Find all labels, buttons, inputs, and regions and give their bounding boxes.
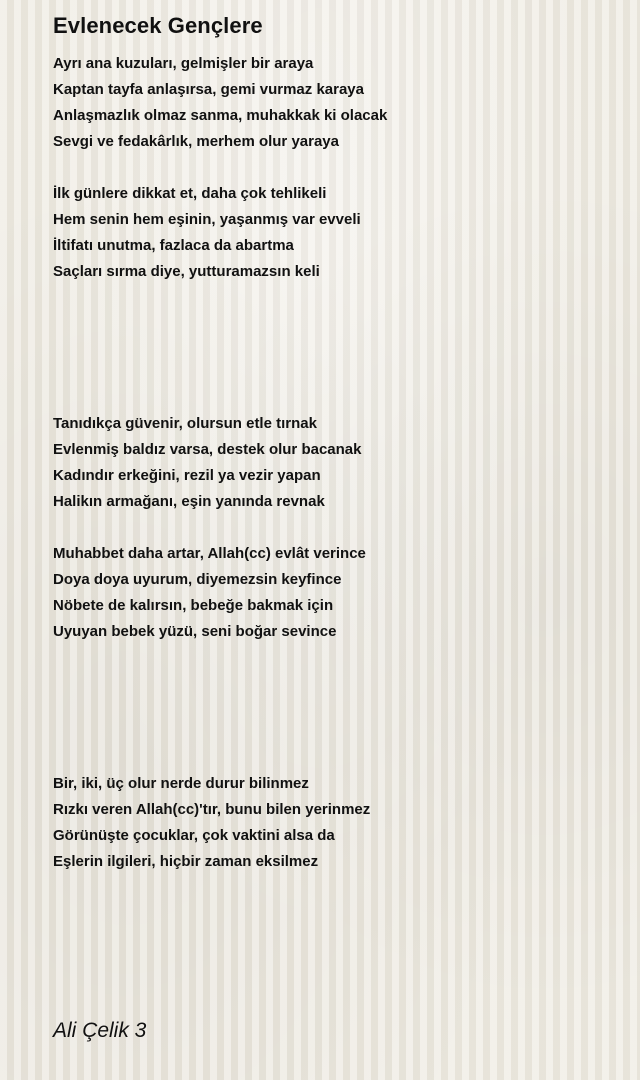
stanza-4 [53, 541, 366, 645]
poem-line: Nöbete de kalırsın, bebeğe bakmak için [53, 597, 334, 614]
poem-line: Kaptan tayfa anlaşırsa, gemi vurmaz karaya [53, 81, 364, 98]
poem-line: Rızkı veren Allah(cc)'tır, bunu bilen yerinmez [53, 801, 371, 818]
poem-line: İltifatı unutma, fazlaca da abartma [53, 237, 294, 254]
poem-line: Sevgi ve fedakârlık, merhem olur yaraya [53, 133, 339, 150]
poem-line: Eşlerin ilgileri, hiçbir zaman eksilmez [53, 853, 319, 870]
poem-title: Evlenecek Gençlere [53, 13, 263, 38]
stanza-5 [53, 771, 370, 875]
stanza-3 [53, 411, 361, 515]
poem-line: Doya doya uyurum, diyemezsin keyfince [53, 571, 342, 588]
poem-line: Halikın armağanı, eşin yanında revnak [53, 493, 325, 510]
poem-line: Saçları sırma diye, yutturamazsın keli [53, 263, 320, 280]
poem-line: Anlaşmazlık olmaz sanma, muhakkak ki olacak [53, 107, 388, 124]
poem-author: Ali Çelik 3 [53, 1019, 147, 1042]
poem-line: Görünüşte çocuklar, çok vaktini alsa da [53, 827, 335, 844]
poem-line: Tanıdıkça güvenir, olursun etle tırnak [53, 415, 317, 432]
poem-line: Muhabbet daha artar, Allah(cc) evlât verince [53, 545, 366, 562]
stanza-1 [53, 51, 387, 155]
poem-line: İlk günlere dikkat et, daha çok tehlikeli [53, 185, 327, 202]
poem-line: Kadındır erkeğini, rezil ya vezir yapan [53, 467, 321, 484]
poem-line: Ayrı ana kuzuları, gelmişler bir araya [53, 55, 314, 72]
poem-line: Uyuyan bebek yüzü, seni boğar sevince [53, 623, 337, 640]
poem-line: Hem senin hem eşinin, yaşanmış var evveli [53, 211, 361, 228]
poem-line: Evlenmiş baldız varsa, destek olur bacanak [53, 441, 362, 458]
stanza-2 [53, 181, 361, 285]
poem-line: Bir, iki, üç olur nerde durur bilinmez [53, 775, 309, 792]
